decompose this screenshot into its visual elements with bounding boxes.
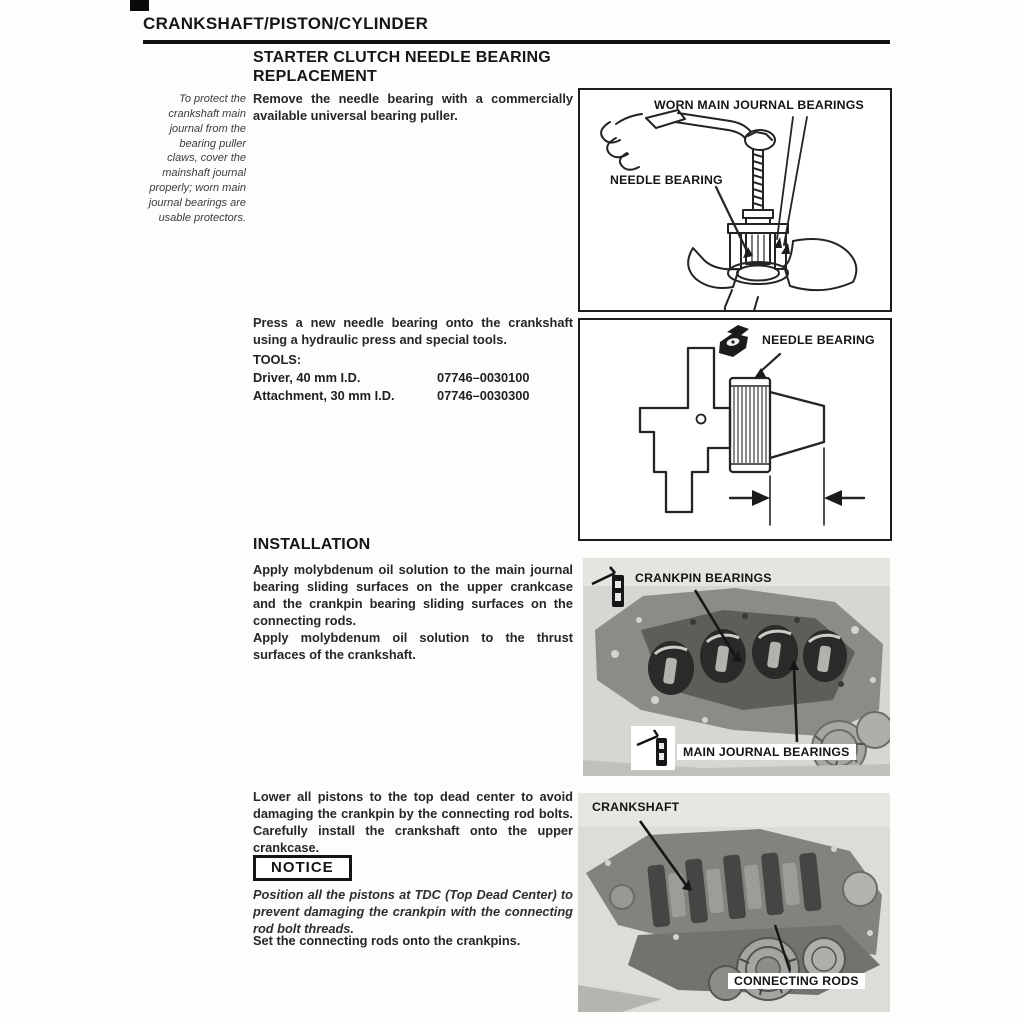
paragraph-lower: Lower all pistons to the top dead center to avoid damaging the crankpin by the connecting rod bolts. Carefully install the crankshaft onto the upper crankcase.: [253, 789, 573, 856]
paragraph-apply-thrust: Apply molybdenum oil solution to the thrust surfaces of the crankshaft.: [253, 630, 573, 663]
notice-badge: NOTICE: [253, 855, 352, 881]
crankshaft-needle-bearing-diagram: [580, 320, 890, 539]
bearing-puller-illustration: [580, 90, 890, 310]
tool-name: Driver, 40 mm I.D.: [253, 370, 361, 385]
label-crankpin-bearings: CRANKPIN BEARINGS: [635, 571, 772, 585]
tool-number: 07746–0030300: [437, 388, 530, 403]
oil-can-icon: [635, 728, 673, 770]
label-needle-bearing-fig2: NEEDLE BEARING: [762, 333, 875, 347]
tool-row-attachment: [253, 388, 530, 403]
section-title-line2: REPLACEMENT: [253, 68, 377, 85]
section-title: [253, 48, 551, 86]
margin-note: To protect the crankshaft main journal from the bearing puller claws, cover the mainshaft journal properly; worn main journal bearings are usable protectors.: [148, 93, 246, 224]
label-main-journal-bearings: MAIN JOURNAL BEARINGS: [677, 744, 856, 760]
label-connecting-rods: CONNECTING RODS: [728, 973, 865, 989]
paragraph-remove: Remove the needle bearing with a commercially available universal bearing puller.: [253, 91, 573, 124]
scan-corner-mark: [130, 0, 149, 11]
header-rule: [143, 40, 890, 44]
paragraph-apply-main: Apply molybdenum oil solution to the main journal bearing sliding surfaces on the upper crankcase and the crankpin bearing sliding surfaces on the connecting rods.: [253, 562, 573, 629]
figure-needle-bearing-press: [578, 318, 892, 541]
tool-number: 07746–0030100: [437, 370, 530, 385]
label-worn-main-journal-bearings: WORN MAIN JOURNAL BEARINGS: [654, 98, 864, 112]
section-title-line1: STARTER CLUTCH NEEDLE BEARING: [253, 49, 551, 66]
figure-crankshaft-photo: [578, 793, 890, 1012]
oil-can-icon: [589, 564, 629, 612]
tool-name: Attachment, 30 mm I.D.: [253, 388, 395, 403]
figure-bearing-puller: [578, 88, 892, 312]
paragraph-press: Press a new needle bearing onto the crankshaft using a hydraulic press and special tools.: [253, 315, 573, 348]
page-header-title: CRANKSHAFT/PISTON/CYLINDER: [143, 14, 429, 33]
tool-row-driver: [253, 370, 530, 385]
figure-upper-crankcase-photo: [583, 558, 890, 776]
tools-heading: TOOLS:: [253, 352, 302, 367]
installation-heading: INSTALLATION: [253, 536, 371, 553]
label-crankshaft: CRANKSHAFT: [592, 800, 680, 814]
paragraph-set-rods: Set the connecting rods onto the crankpins.: [253, 933, 521, 948]
paragraph-notice: Position all the pistons at TDC (Top Dead Center) to prevent damaging the crankpin with the connecting rod bolt threads.: [253, 887, 573, 937]
label-needle-bearing-fig1: NEEDLE BEARING: [610, 173, 723, 187]
